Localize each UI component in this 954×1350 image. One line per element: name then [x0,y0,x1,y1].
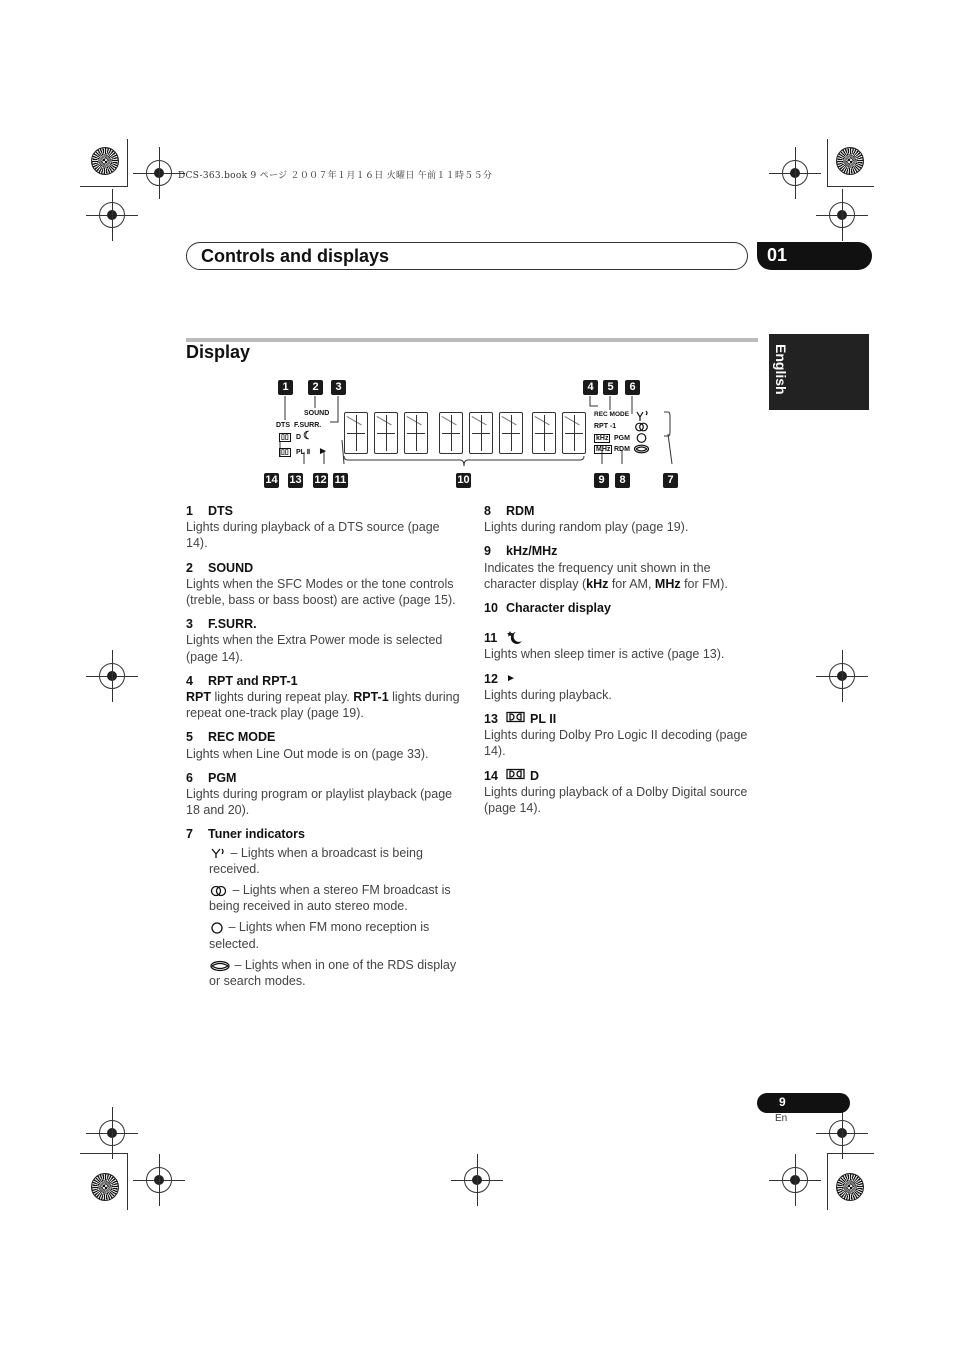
tuner-indicator-icons [632,408,654,456]
title-bar [186,242,748,270]
tuner-sub-item: – Lights when a stereo FM broadcast is being received in auto stereo mode. [209,883,451,914]
chapter-number: 01 [767,245,788,265]
page-title: Controls and displays [201,246,390,266]
page-number: 9 [779,1095,786,1109]
list-item: 14 D Lights during playback of a Dolby Digital source (page 14). [484,768,748,816]
language-label: English [773,344,789,395]
indicator-dolby-d: D [296,434,302,441]
crop-line [827,186,874,187]
section-title: Display [186,342,251,362]
crop-line [127,139,128,187]
registration-mark [146,1167,172,1193]
section-rule [186,338,758,342]
indicator-khz: kHz [596,435,609,442]
indicator-sound: SOUND [304,410,330,417]
indicator-rec-mode: REC MODE [594,411,630,418]
tuner-sub-item: – Lights when in one of the RDS display or search modes. [209,957,457,989]
crop-line [827,139,828,187]
mono-icon [209,922,225,934]
list-item: 3 F.SURR. Lights when the Extra Power mode is selected (page 14). [186,617,443,664]
callout-5: 5 [603,380,618,395]
indicator-mhz: MHz [596,446,611,453]
list-item: 7 Tuner indicators – Lights when a broadcast is being received. – Lights when a stereo FM broadcast is being received in auto stereo mode. – Lights when FM mono reception is selected. – Lights when in one of the RDS display or search modes. [186,826,464,989]
registration-starburst [91,1173,119,1201]
list-item: 13 PL II Lights during Dolby Pro Logic II decoding (page 14). [484,712,748,759]
indicator-rdm: RDM [614,446,630,453]
callout-1: 1 [278,380,293,395]
registration-starburst [836,147,864,175]
list-item: 11 Lights when sleep timer is active (page 13). [484,631,725,662]
list-item: 5 REC MODE Lights when Line Out mode is on (page 33). [186,730,429,761]
registration-mark [829,1120,855,1146]
list-item: 1 DTS Lights during playback of a DTS source (page 14). [186,504,440,551]
callout-3: 3 [331,380,346,395]
page-language: En [775,1113,788,1124]
dolby-icon [506,768,526,780]
indicator-pl2: PL Ⅱ [296,449,311,456]
indicator-dts: DTS [276,422,290,429]
crop-line [80,186,127,187]
callout-7: 7 [663,473,678,488]
registration-mark [782,1167,808,1193]
list-item: 6 PGM Lights during program or playlist playback (page 18 and 20). [186,770,453,818]
callout-13: 13 [289,474,302,486]
registration-mark [99,663,125,689]
registration-mark [99,1120,125,1146]
indicator-rpt: RPT -1 [594,423,617,430]
language-tab [769,334,869,410]
dolby-icon: ▯▯ [281,449,289,456]
dolby-icon: ▯▯ [281,434,289,441]
registration-mark [782,160,808,186]
sleep-timer-icon [506,630,524,646]
left-column [186,503,464,997]
callout-11: 11 [334,474,347,486]
callout-14: 14 [265,474,278,486]
callout-8: 8 [615,473,630,488]
chapter-badge [757,242,872,270]
print-file-info: DCS-363.book 9 ページ ２００７年１月１６日 火曜日 午前１１時５５分 [178,171,493,181]
crop-line [127,1153,128,1210]
callout-2: 2 [308,380,323,395]
registration-starburst [91,147,119,175]
callout-6: 6 [625,380,640,395]
dolby-icon [506,711,526,723]
crop-line [827,1153,828,1210]
registration-starburst [836,1173,864,1201]
list-item: 12 ► Lights during playback. [484,671,612,702]
callout-4: 4 [583,380,598,395]
registration-mark [146,160,172,186]
list-item: 10 Character display [484,601,611,616]
callout-12: 12 [314,474,327,486]
list-item: 2 SOUND Lights when the SFC Modes or the tone controls (treble, bass or bass boost) are active (page 15). [186,560,456,608]
rds-icon [209,960,231,972]
right-column [484,503,754,824]
list-item: 9 kHz/MHz Indicates the frequency unit shown in the character display (kHz for AM, MHz for FM). [484,544,728,591]
stereo-icon [209,885,229,897]
play-indicator-icon: ► [318,446,328,457]
callout-10: 10 [457,474,470,486]
crop-line [827,1153,874,1154]
indicator-pgm: PGM [614,435,630,442]
list-item: 8 RDM Lights during random play (page 19). [484,504,689,535]
registration-mark [99,202,125,228]
registration-mark [829,663,855,689]
antenna-icon [209,847,227,859]
sleep-timer-icon: ☾ [303,430,313,442]
crop-line [80,1153,127,1154]
registration-mark [464,1167,490,1193]
indicator-fsurr: F.SURR. [294,422,322,429]
tuner-sub-item: – Lights when a broadcast is being received. [209,845,423,876]
callout-9: 9 [594,473,609,488]
list-item: 4 RPT and RPT-1 RPT lights during repeat play. RPT-1 lights during repeat one-track play (page 19). [186,673,460,721]
registration-mark [829,202,855,228]
tuner-sub-item: – Lights when FM mono reception is selected. [209,920,430,951]
page-number-badge [757,1093,850,1113]
